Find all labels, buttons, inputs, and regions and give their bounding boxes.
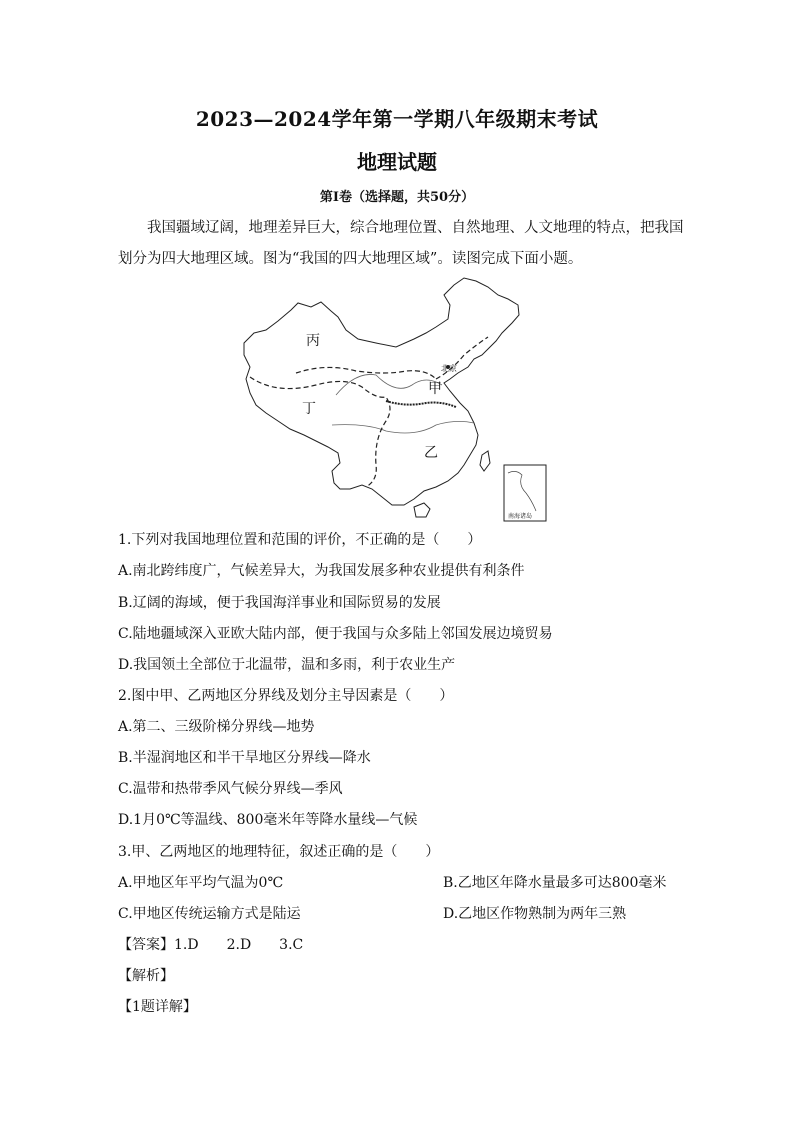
question-2-option-c: C.温带和热带季风气候分界线—季风 [118,781,343,797]
question-2-option-b: B.半湿润地区和半干旱地区分界线—降水 [118,750,371,766]
taiwan-island [480,451,490,471]
question-3-option-d: D.乙地区作物熟制为两年三熟 [443,906,627,922]
boundary-qinghai-tibet [250,377,390,487]
detail-heading: 【1题详解】 [118,999,197,1015]
question-2-stem: 2.图中甲、乙两地区分界线及划分主导因素是（ ） [118,688,454,704]
question-3-option-a: A.甲地区年平均气温为0℃ [118,875,284,891]
question-1-option-c: C.陆地疆域深入亚欧大陆内部，便于我国与众多陆上邻国发展边境贸易 [118,626,553,642]
section-heading: 第Ⅰ卷（选择题，共50分） [319,190,475,205]
question-1-option-a: A.南北跨纬度广，气候差异大，为我国发展多种农业提供有利条件 [118,563,525,579]
china-regions-map [236,275,550,523]
inset-label: 南海诸岛 [508,513,533,520]
region-label-yi: 乙 [424,445,438,461]
region-label-jia: 甲 [428,381,442,397]
question-1-option-b: B.辽阔的海域，便于我国海洋事业和国际贸易的发展 [118,595,441,611]
question-1-option-d: D.我国领土全部位于北温带，温和多雨，利于农业生产 [118,657,456,673]
beijing-label: 北京 [441,364,457,373]
intro-paragraph: 我国疆域辽阔，地理差异巨大，综合地理位置、自然地理、人文地理的特点，把我国划分为四大地理区域。图为“我国的四大地理区域”。读图完成下面小题。 [118,220,684,267]
boundary-north-northwest [296,367,436,379]
yellow-river [336,374,442,395]
china-outline [244,278,519,505]
question-2-option-a: A.第二、三级阶梯分界线—地势 [118,719,315,735]
question-3-option-c: C.甲地区传统运输方式是陆运 [118,906,301,922]
analysis-heading: 【解析】 [118,968,174,984]
exam-subtitle: 地理试题 [357,150,437,174]
boundary-qinling-huaihe [386,401,456,407]
exam-title: 2023—2024学年第一学期八年级期末考试 [195,107,599,131]
question-3-option-b: B.乙地区年降水量最多可达800毫米 [443,875,667,891]
question-2-option-d: D.1月0℃等温线、800毫米年等降水量线—气候 [118,812,418,828]
region-label-bing: 丙 [306,333,320,349]
answer-line: 【答案】1.D 2.D 3.C [118,937,304,953]
question-3-stem: 3.甲、乙两地区的地理特征，叙述正确的是（ ） [118,844,440,860]
hainan-island [414,503,430,517]
region-label-ding: 丁 [302,401,316,417]
question-1-stem: 1.下列对我国地理位置和范围的评价，不正确的是（ ） [118,532,482,548]
yangtze-river [332,421,474,433]
